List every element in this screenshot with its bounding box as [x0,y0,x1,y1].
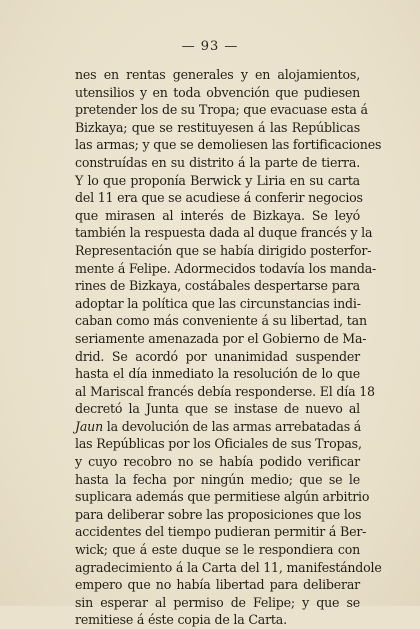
text-line: Y lo que proponía Berwick y Liria en su carta [75,172,360,188]
text-line: suplicara además que permitiese algún arbitrio [75,489,370,505]
text-line: del 11 era que se acudiese á conferir negocios [75,190,363,206]
text-line: Representación que se había dirigido posterfor- [75,242,372,258]
text-line: utensilios y en toda obvención que pudiesen [75,84,360,100]
text-line: al Mariscal francés debía responderse. El día 18 [75,383,375,399]
text-line: mente á Felipe. Adormecidos todavía los manda- [75,260,377,276]
text-line: y cuyo recobro no se había podido verificar [75,454,360,470]
text-line: también la respuesta dada al duque francés y la [75,225,373,241]
text-line-last: remitiese á éste copia de la Carta. [75,612,287,628]
body-text [75,66,382,629]
text-line: accidentes del tiempo pudieran permitir á Ber- [75,524,367,540]
text-line: hasta la fecha por ningún medio; que se le [75,471,360,487]
text-line: drid. Se acordó por unanimidad suspender [75,348,360,364]
text-line: adoptar la política que las circunstancias indi- [75,295,361,311]
text-line-italic-start: Jaun la devolución de las armas arrebatadas á [75,418,362,434]
text-line: seriamente amenazada por el Gobierno de Ma- [75,330,367,346]
text-line: Bizkaya; que se restituyesen á las Repúblicas [75,119,360,135]
text-line: que mirasen al interés de Bizkaya. Se leyó [75,207,360,223]
text-line: empero que no había libertad para deliberar [75,577,360,593]
text-line: wick; que á este duque se le respondiera con [75,542,360,558]
text-line: las armas; y que se demoliesen las fortificaciones [75,137,382,153]
text-line: pretender los de su Tropa; que evacuase esta á [75,102,368,118]
italic-word: Jaun [75,418,103,434]
text-line: decretó la Junta que se instase de nuevo al [75,401,360,417]
page-number: — 93 — [181,39,239,54]
text-line: hasta el día inmediato la resolución de lo que [75,366,360,382]
text-line: las Repúblicas por los Oficiales de sus Tropas, [75,436,362,452]
text-line: rines de Bizkaya, costábales despertarse para [75,278,360,294]
text-line: para deliberar sobre las proposiciones que los [75,506,362,522]
text-line: nes en rentas generales y en alojamientos, [75,67,360,82]
text-line: sin esperar al permiso de Felipe; y que se [75,594,360,610]
text-line: construídas en su distrito á la parte de tierra. [75,154,360,170]
text-line: caban como más conveniente á su libertad, tan [75,313,367,329]
text-line: agradecimiento á la Carta del 11, manifestándole [75,559,382,575]
